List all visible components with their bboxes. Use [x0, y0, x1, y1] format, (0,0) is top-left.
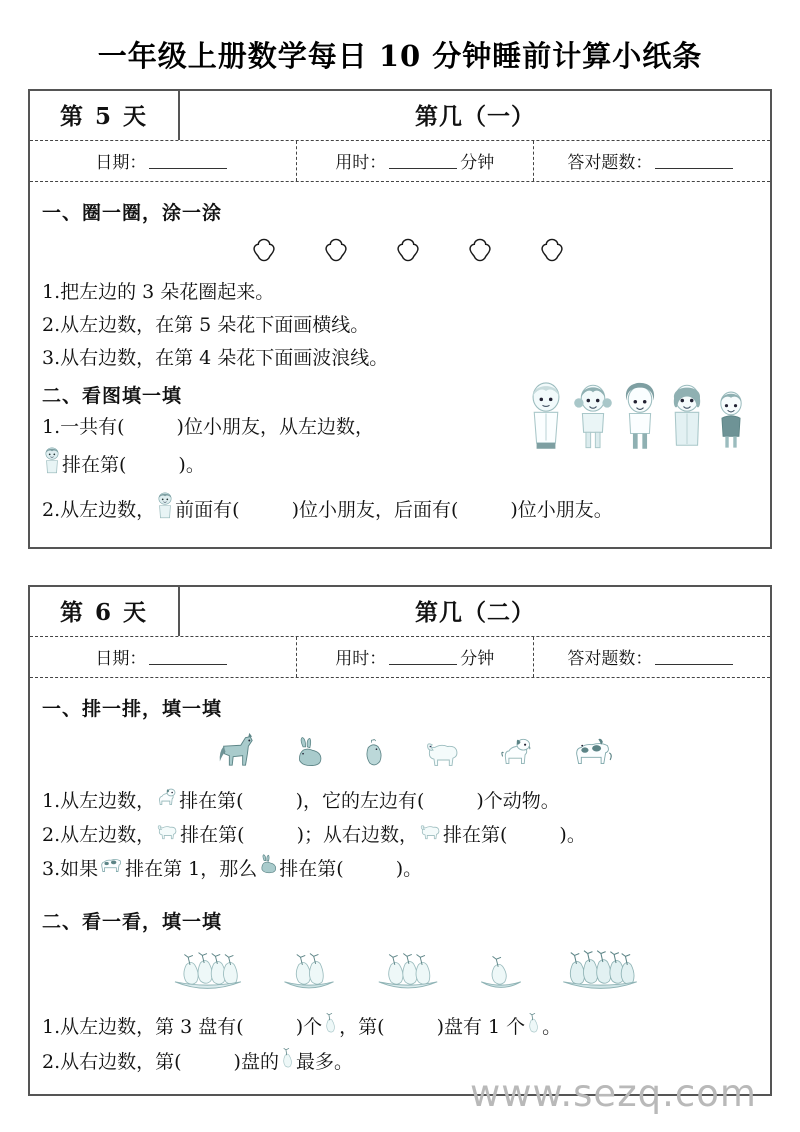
question-text: 2.从左边数，	[42, 823, 156, 846]
time-field-6[interactable]	[297, 637, 534, 677]
date-field-6[interactable]	[30, 637, 297, 677]
day5-section2-heading: 二、看图填一填	[42, 385, 183, 408]
day5-s2-q1-cont	[42, 445, 526, 486]
child-icon	[526, 377, 566, 454]
chapter-title-5: 第几（一）	[415, 103, 535, 130]
question-text: 排在第(	[180, 823, 245, 846]
day-5-meta-row	[30, 141, 770, 182]
question-text: 1.从左边数，第 3 盘有(	[42, 1015, 244, 1038]
time-unit-label: 分钟	[460, 153, 495, 173]
site-watermark: www.sezq.com	[470, 1072, 757, 1115]
horse-icon	[214, 731, 258, 773]
time-unit-label: 分钟	[460, 648, 495, 669]
date-blank[interactable]	[149, 152, 227, 169]
question-text: 1.一共有(	[42, 416, 125, 439]
question-text: 排在第(	[179, 789, 244, 812]
day5-s1-q1	[42, 277, 758, 308]
day-card-6-header	[30, 587, 770, 637]
correct-blank[interactable]	[655, 648, 733, 665]
day-label-6: 第 6 天	[30, 587, 180, 636]
correct-field-6[interactable]	[534, 637, 770, 677]
question-text: 排在第(	[442, 823, 508, 846]
time-label: 用时：	[335, 153, 387, 173]
time-blank[interactable]	[389, 152, 457, 169]
day6-s1-q3	[42, 853, 758, 885]
question-text: 排在第 1，那么	[125, 857, 258, 880]
chick-icon	[360, 736, 388, 773]
question-text: 2.从左边数，在第 5 朵花下面画横线。	[42, 313, 370, 336]
day-card-5	[28, 89, 772, 549]
day5-s2-q1	[42, 412, 526, 443]
question-text: )个	[295, 1015, 323, 1038]
day5-section2	[42, 375, 758, 488]
day5-s2-q2	[42, 490, 758, 531]
flower-outline-icon	[251, 237, 277, 263]
child-icon	[667, 377, 707, 454]
day5-s1-q3	[42, 343, 758, 374]
flower-figure	[42, 237, 758, 263]
cow-icon	[570, 733, 616, 773]
question-text: )位小朋友。	[510, 498, 613, 521]
day6-s2-q1	[42, 1011, 758, 1044]
sheep-icon	[155, 819, 180, 851]
flower-outline-icon	[539, 237, 565, 263]
child-icon	[714, 384, 748, 454]
question-text: 排在第(	[62, 454, 127, 477]
sheep-icon	[422, 733, 464, 773]
question-text: 前面有(	[175, 498, 240, 521]
day-label-5: 第 5 天	[30, 91, 180, 140]
rabbit-icon	[292, 735, 326, 773]
pear-icon	[279, 1046, 296, 1079]
time-blank[interactable]	[389, 648, 457, 665]
kids-row	[526, 377, 758, 454]
cow-icon	[98, 853, 125, 885]
child-icon	[620, 377, 660, 454]
date-blank[interactable]	[149, 648, 227, 665]
day-6-meta-row	[30, 637, 770, 678]
correct-field-5[interactable]	[534, 141, 770, 181]
question-text: 3.从右边数，在第 4 朵花下面画波浪线。	[42, 346, 389, 369]
day-5-body	[30, 182, 770, 547]
plate-icon	[169, 946, 245, 999]
date-label: 日期：	[95, 153, 147, 173]
page-title: 一年级上册数学每日 10 分钟睡前计算小纸条	[97, 39, 703, 73]
day6-s1-q2	[42, 819, 758, 851]
question-text: )。	[178, 454, 205, 477]
plate-icon	[279, 946, 339, 999]
question-text: )；从右边数，	[296, 823, 418, 846]
flower-outline-icon	[323, 237, 349, 263]
flower-outline-icon	[395, 237, 421, 263]
day6-section2-heading: 二、看一看，填一填	[42, 910, 223, 933]
question-text: 2.从右边数，第(	[42, 1050, 182, 1073]
correct-blank[interactable]	[655, 152, 733, 169]
question-text: )。	[395, 857, 423, 880]
question-text: 。	[542, 1015, 562, 1038]
plate-icon	[373, 946, 443, 999]
child-icon	[42, 445, 62, 486]
pear-icon	[525, 1011, 542, 1044]
date-field-5[interactable]	[30, 141, 297, 181]
plates-figure	[42, 946, 758, 999]
day5-s1-q2	[42, 310, 758, 341]
flower-outline-icon	[467, 237, 493, 263]
question-text: ，第(	[339, 1015, 385, 1038]
correct-label: 答对题数：	[567, 648, 653, 669]
kids-figure	[526, 375, 758, 454]
question-text: )位小朋友，后面有(	[291, 498, 459, 521]
chapter-title-6: 第几（二）	[415, 598, 535, 626]
time-label: 用时：	[335, 648, 387, 669]
dog-icon	[155, 785, 179, 818]
question-text: )位小朋友，从左边数，	[176, 416, 374, 439]
day5-section1-heading: 一、圈一圈，涂一涂	[42, 202, 223, 224]
animals-figure	[42, 731, 758, 773]
day-card-6	[28, 585, 772, 1097]
time-field-5[interactable]	[297, 141, 534, 181]
rabbit-icon	[257, 853, 279, 885]
day-card-5-header	[30, 91, 770, 141]
question-text: 3.如果	[42, 857, 99, 880]
pear-icon	[322, 1011, 339, 1044]
day6-section1-heading: 一、排一排，填一填	[42, 697, 223, 720]
question-text: 1.把左边的 3 朵花圈起来。	[42, 281, 275, 303]
question-text: )盘有 1 个	[436, 1015, 526, 1038]
question-text: )。	[559, 823, 586, 846]
question-text: 最多。	[295, 1050, 353, 1073]
day6-s1-q1	[42, 785, 758, 818]
day5-section2-text	[42, 375, 526, 488]
day-6-body	[30, 678, 770, 1095]
child-icon	[155, 490, 175, 531]
question-text: )个动物。	[476, 789, 560, 812]
child-icon	[573, 377, 613, 454]
date-label: 日期：	[95, 648, 147, 669]
plate-icon	[559, 946, 641, 999]
question-text: 2.从左边数，	[42, 498, 156, 521]
question-text: )盘的	[233, 1050, 279, 1073]
question-text: 排在第(	[279, 857, 344, 880]
dog-icon	[498, 733, 536, 773]
question-text: 1.从左边数，	[42, 789, 156, 812]
question-text: )，它的左边有(	[295, 789, 425, 812]
plate-icon	[477, 946, 525, 999]
correct-label: 答对题数：	[567, 153, 653, 173]
sheep-icon	[418, 819, 443, 851]
